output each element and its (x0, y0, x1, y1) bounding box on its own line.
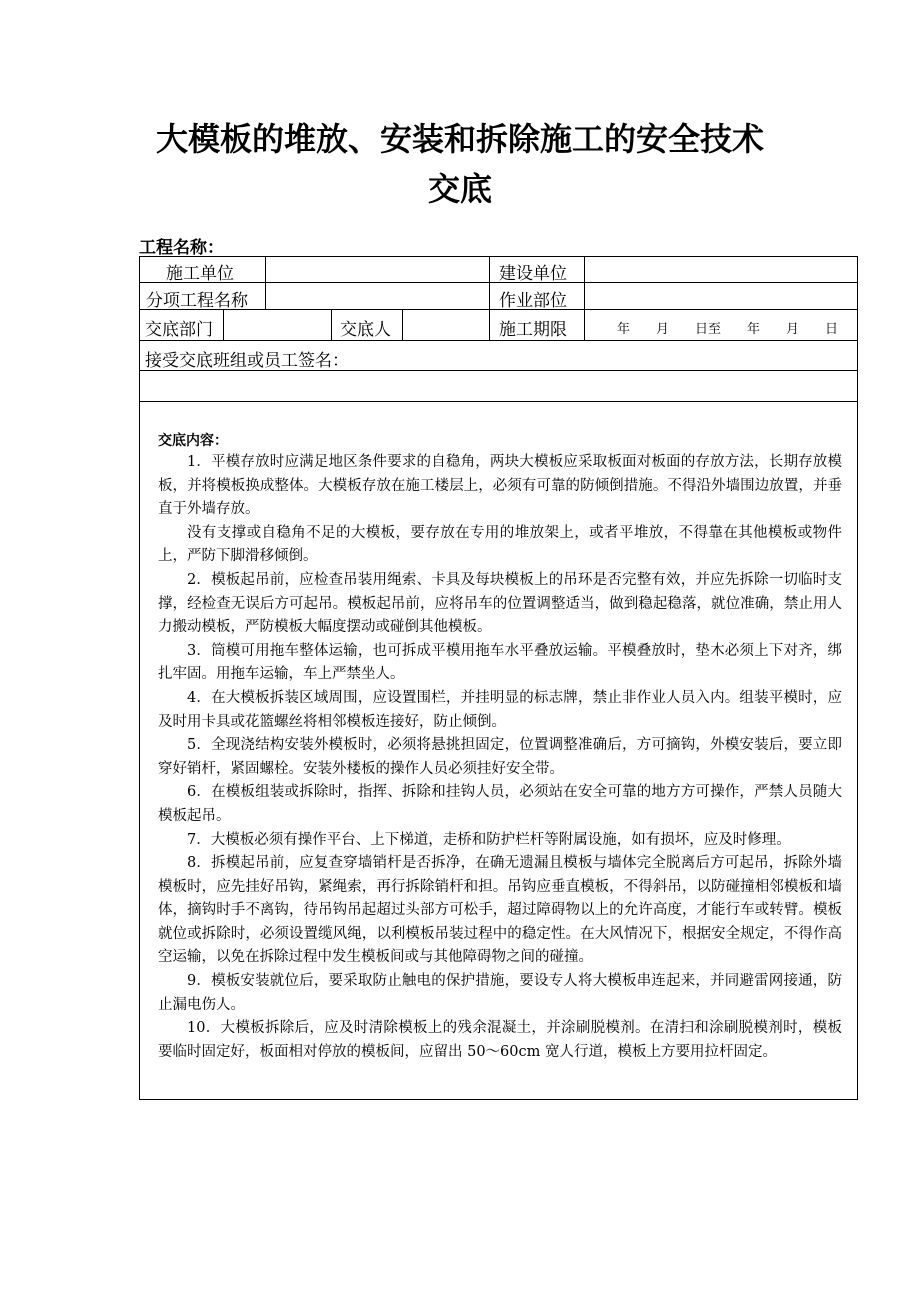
project-name-label: 工程名称： (139, 238, 224, 258)
paragraph: 10．大模板拆除后，应及时清除模板上的残余混凝土，并涂刷脱模剂。在清扫和涂刷脱模剂时，模板要临时固定好，板面相对停放的模板间，应留出 50～60cm 宽人行道，模板上方要用拉杆固定。 (158, 1020, 842, 1060)
discloser-label: 交底人 (340, 320, 391, 340)
paragraph: 9．模板安装就位后，要采取防止触电的保护措施，要设专人将大模板串连起来，并同避雷网接通，防止漏电伤人。 (158, 973, 842, 1013)
owner-unit-label: 建设单位 (499, 264, 567, 284)
paragraph: 没有支撑或自稳角不足的大模板，要存放在专用的堆放架上，或者平堆放，不得靠在其他模板或物件上，严防下脚滑移倾倒。 (158, 524, 842, 565)
discloser-value[interactable] (410, 315, 482, 335)
sub-project-value[interactable] (272, 286, 482, 306)
construction-unit-value[interactable] (272, 259, 482, 279)
paragraph: 1．平模存放时应满足地区条件要求的自稳角，两块大模板应采取板面对板面的存放方法，长期存放模板，并将模板换成整体。大模板存放在施工楼层上，必须有可靠的防倾倒措施。不得沿外墙围边放置，并垂直于外墙存放。 (158, 454, 842, 518)
paragraph: 3．筒模可用拖车整体运输，也可拆成平模用拖车水平叠放运输。平模叠放时，垫木必须上下对齐，绑扎牢固。用拖车运输，车上严禁坐人。 (158, 642, 842, 683)
paragraph: 4．在大模板拆装区域周围，应设置围栏，并挂明显的标志牌，禁止非作业人员入内。组装平模时，应及时用卡具或花篮螺丝将相邻模板连接好，防止倾倒。 (158, 689, 842, 730)
owner-unit-value[interactable] (592, 259, 850, 279)
construction-unit-label: 施工单位 (166, 264, 234, 284)
work-location-label: 作业部位 (499, 291, 567, 311)
disclosure-dept-label: 交底部门 (145, 320, 213, 340)
period-label: 施工期限 (499, 320, 567, 340)
signature-area[interactable] (145, 374, 845, 396)
document-title-line2: 交底 (427, 170, 492, 208)
content-body (158, 451, 842, 1064)
period-value[interactable]: 年 月 日至 年 月 日 (617, 322, 839, 337)
sub-project-label: 分项工程名称 (146, 291, 248, 311)
work-location-value[interactable] (592, 286, 850, 306)
paragraph: 7．大模板必须有操作平台、上下梯道，走桥和防护栏杆等附属设施，如有损坏，应及时修理。 (187, 831, 791, 848)
content-title: 交底内容： (158, 433, 228, 449)
disclosure-dept-value[interactable] (230, 315, 324, 335)
paragraph: 5．全现浇结构安装外模板时，必须将悬挑担固定，位置调整准确后，方可摘钩，外模安装后，要立即穿好销杆，紧固螺栓。安装外楼板的操作人员必须挂好安全带。 (158, 737, 842, 777)
signature-label: 接受交底班组或员工签名： (145, 351, 349, 371)
paragraph: 6．在模板组装或拆除时，指挥、拆除和挂钩人员，必须站在安全可靠的地方方可操作，严禁人员随大模板起吊。 (158, 784, 842, 824)
paragraph: 2．模板起吊前，应检查吊装用绳索、卡具及每块模板上的吊环是否完整有效，并应先拆除一切临时支撑，经检查无误后方可起吊。模板起吊前，应将吊车的位置调整适当，做到稳起稳落，就位准确，禁止用人力搬动模板，严防模板大幅度摆动或碰倒其他模板。 (158, 571, 842, 636)
paragraph: 8．拆模起吊前，应复查穿墙销杆是否拆净，在确无遗漏且模板与墙体完全脱离后方可起吊，拆除外墙模板时，应先挂好吊钩，紧绳索，再行拆除销杆和担。吊钩应垂直模板，不得斜吊，以防碰撞相邻模板和墙体，摘钩时手不离钩，待吊钩吊起超过头部方可松手，超过障碍物以上的允许高度，才能行车或转臂。模板就位或拆除时，必须设置缆风绳，以利模板吊装过程中的稳定性。在大风情况下，根据安全规定，不得作高空运输，以免在拆除过程中发生模板间或与其他障碍物之间的碰撞。 (158, 855, 842, 966)
document-title-line1: 大模板的堆放、安装和拆除施工的安全技术 (155, 120, 764, 158)
